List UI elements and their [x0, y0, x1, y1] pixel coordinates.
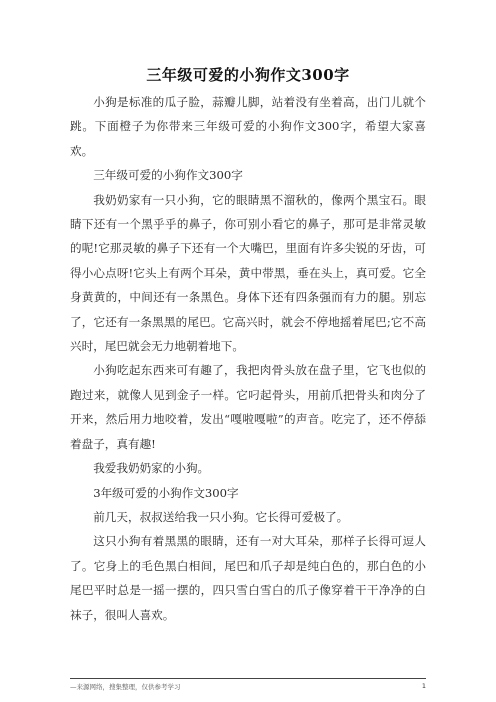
page-number: 1: [421, 682, 426, 690]
paragraph-conclusion: 我爱我奶奶家的小狗。: [93, 461, 210, 476]
paragraph-gift: 前几天，叔叔送给我一只小狗。它长得可爱极了。: [93, 509, 349, 524]
paragraph-puppy-description: 这只小狗有着黑黑的眼睛，还有一对大耳朵，那样子长得可逗人了。它身上的毛色黑白相间，尾巴和爪子却是纯白色的，那白色的小尾巴平时总是一摇一摆的，四只雪白雪白的爪子像穿着干干净净的白袜子，很叫人喜欢。: [70, 534, 426, 622]
footer-divider: [70, 678, 426, 679]
paragraph-intro: 小狗是标准的瓜子脸，蒜瓣儿脚，站着没有坐着高，出门儿就个跳。下面橙子为你带来三年级可爱的小狗作文300字，希望大家喜欢。: [70, 95, 426, 158]
section-heading-2: 3年级可爱的小狗作文300字: [93, 485, 239, 500]
page-footer: [70, 678, 426, 692]
paragraph-dog-eating: 小狗吃起东西来可有趣了，我把肉骨头放在盘子里，它飞也似的跑过来，就像人见到金子一样。它叼起骨头，用前爪把骨头和肉分了开来，然后用力地咬着，发出“嘎啦嘎啦”的声音。吃完了，还不停舔着盘子，真有趣!: [70, 363, 426, 451]
section-heading-1: 三年级可爱的小狗作文300字: [93, 168, 243, 183]
document-title: 三年级可爱的小狗作文300字: [146, 66, 350, 84]
paragraph-dog-appearance: 我奶奶家有一只小狗，它的眼睛黑不溜秋的，像两个黑宝石。眼睛下还有一个黑乎乎的鼻子，你可别小看它的鼻子，那可是非常灵敏的呢!它那灵敏的鼻子下还有一个大嘴巴，里面有许多尖锐的牙齿，可得小心点呀!它头上有两个耳朵，黄中带黑，垂在头上，真可爱。它全身黄黄的，中间还有一条黑色。身体下还有四条强而有力的腿。别忘了，它还有一条黑黑的尾巴。它高兴时，就会不停地摇着尾巴;它不高兴时，尾巴就会无力地朝着地下。: [70, 192, 426, 354]
document-body: [70, 90, 426, 627]
footer-source-note: —来源网络，搜集整理，仅供参考学习: [70, 683, 181, 691]
